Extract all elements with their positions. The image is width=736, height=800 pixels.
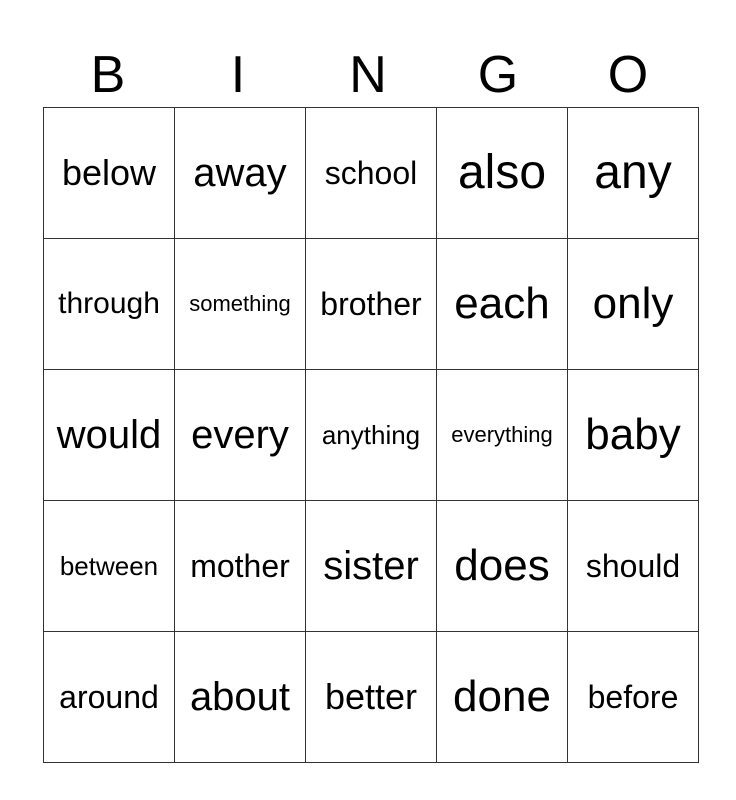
bingo-cell[interactable]: before bbox=[568, 632, 699, 763]
header-letter-o: O bbox=[607, 46, 649, 104]
bingo-cell[interactable]: every bbox=[175, 370, 306, 501]
bingo-cell[interactable]: each bbox=[437, 239, 568, 370]
bingo-cell[interactable]: any bbox=[568, 108, 699, 239]
bingo-cell[interactable]: would bbox=[44, 370, 175, 501]
bingo-cell[interactable]: everything bbox=[437, 370, 568, 501]
header-letter-i: I bbox=[230, 46, 246, 104]
header-letter-n: N bbox=[349, 46, 387, 104]
bingo-cell[interactable]: through bbox=[44, 239, 175, 370]
board-row-5 bbox=[44, 632, 699, 763]
bingo-cell[interactable]: sister bbox=[306, 501, 437, 632]
bingo-cell[interactable]: something bbox=[175, 239, 306, 370]
bingo-cell[interactable]: about bbox=[175, 632, 306, 763]
bingo-cell[interactable]: away bbox=[175, 108, 306, 239]
board-row-3 bbox=[44, 370, 699, 501]
bingo-cell[interactable]: mother bbox=[175, 501, 306, 632]
bingo-cell[interactable]: baby bbox=[568, 370, 699, 501]
bingo-cell[interactable]: around bbox=[44, 632, 175, 763]
board-row-4 bbox=[44, 501, 699, 632]
board-row-2 bbox=[44, 239, 699, 370]
board-row-1 bbox=[44, 108, 699, 239]
bingo-cell[interactable]: better bbox=[306, 632, 437, 763]
header-letter-b: B bbox=[90, 46, 126, 104]
bingo-cell[interactable]: should bbox=[568, 501, 699, 632]
bingo-cell[interactable]: anything bbox=[306, 370, 437, 501]
bingo-cell[interactable]: between bbox=[44, 501, 175, 632]
bingo-cell[interactable]: school bbox=[306, 108, 437, 239]
bingo-cell[interactable]: also bbox=[437, 108, 568, 239]
bingo-cell[interactable]: below bbox=[44, 108, 175, 239]
header-letter-g: G bbox=[477, 46, 519, 104]
bingo-cell[interactable]: done bbox=[437, 632, 568, 763]
bingo-cell[interactable]: brother bbox=[306, 239, 437, 370]
bingo-cell[interactable]: does bbox=[437, 501, 568, 632]
bingo-header bbox=[43, 44, 693, 106]
bingo-cell[interactable]: only bbox=[568, 239, 699, 370]
bingo-board bbox=[43, 107, 699, 763]
